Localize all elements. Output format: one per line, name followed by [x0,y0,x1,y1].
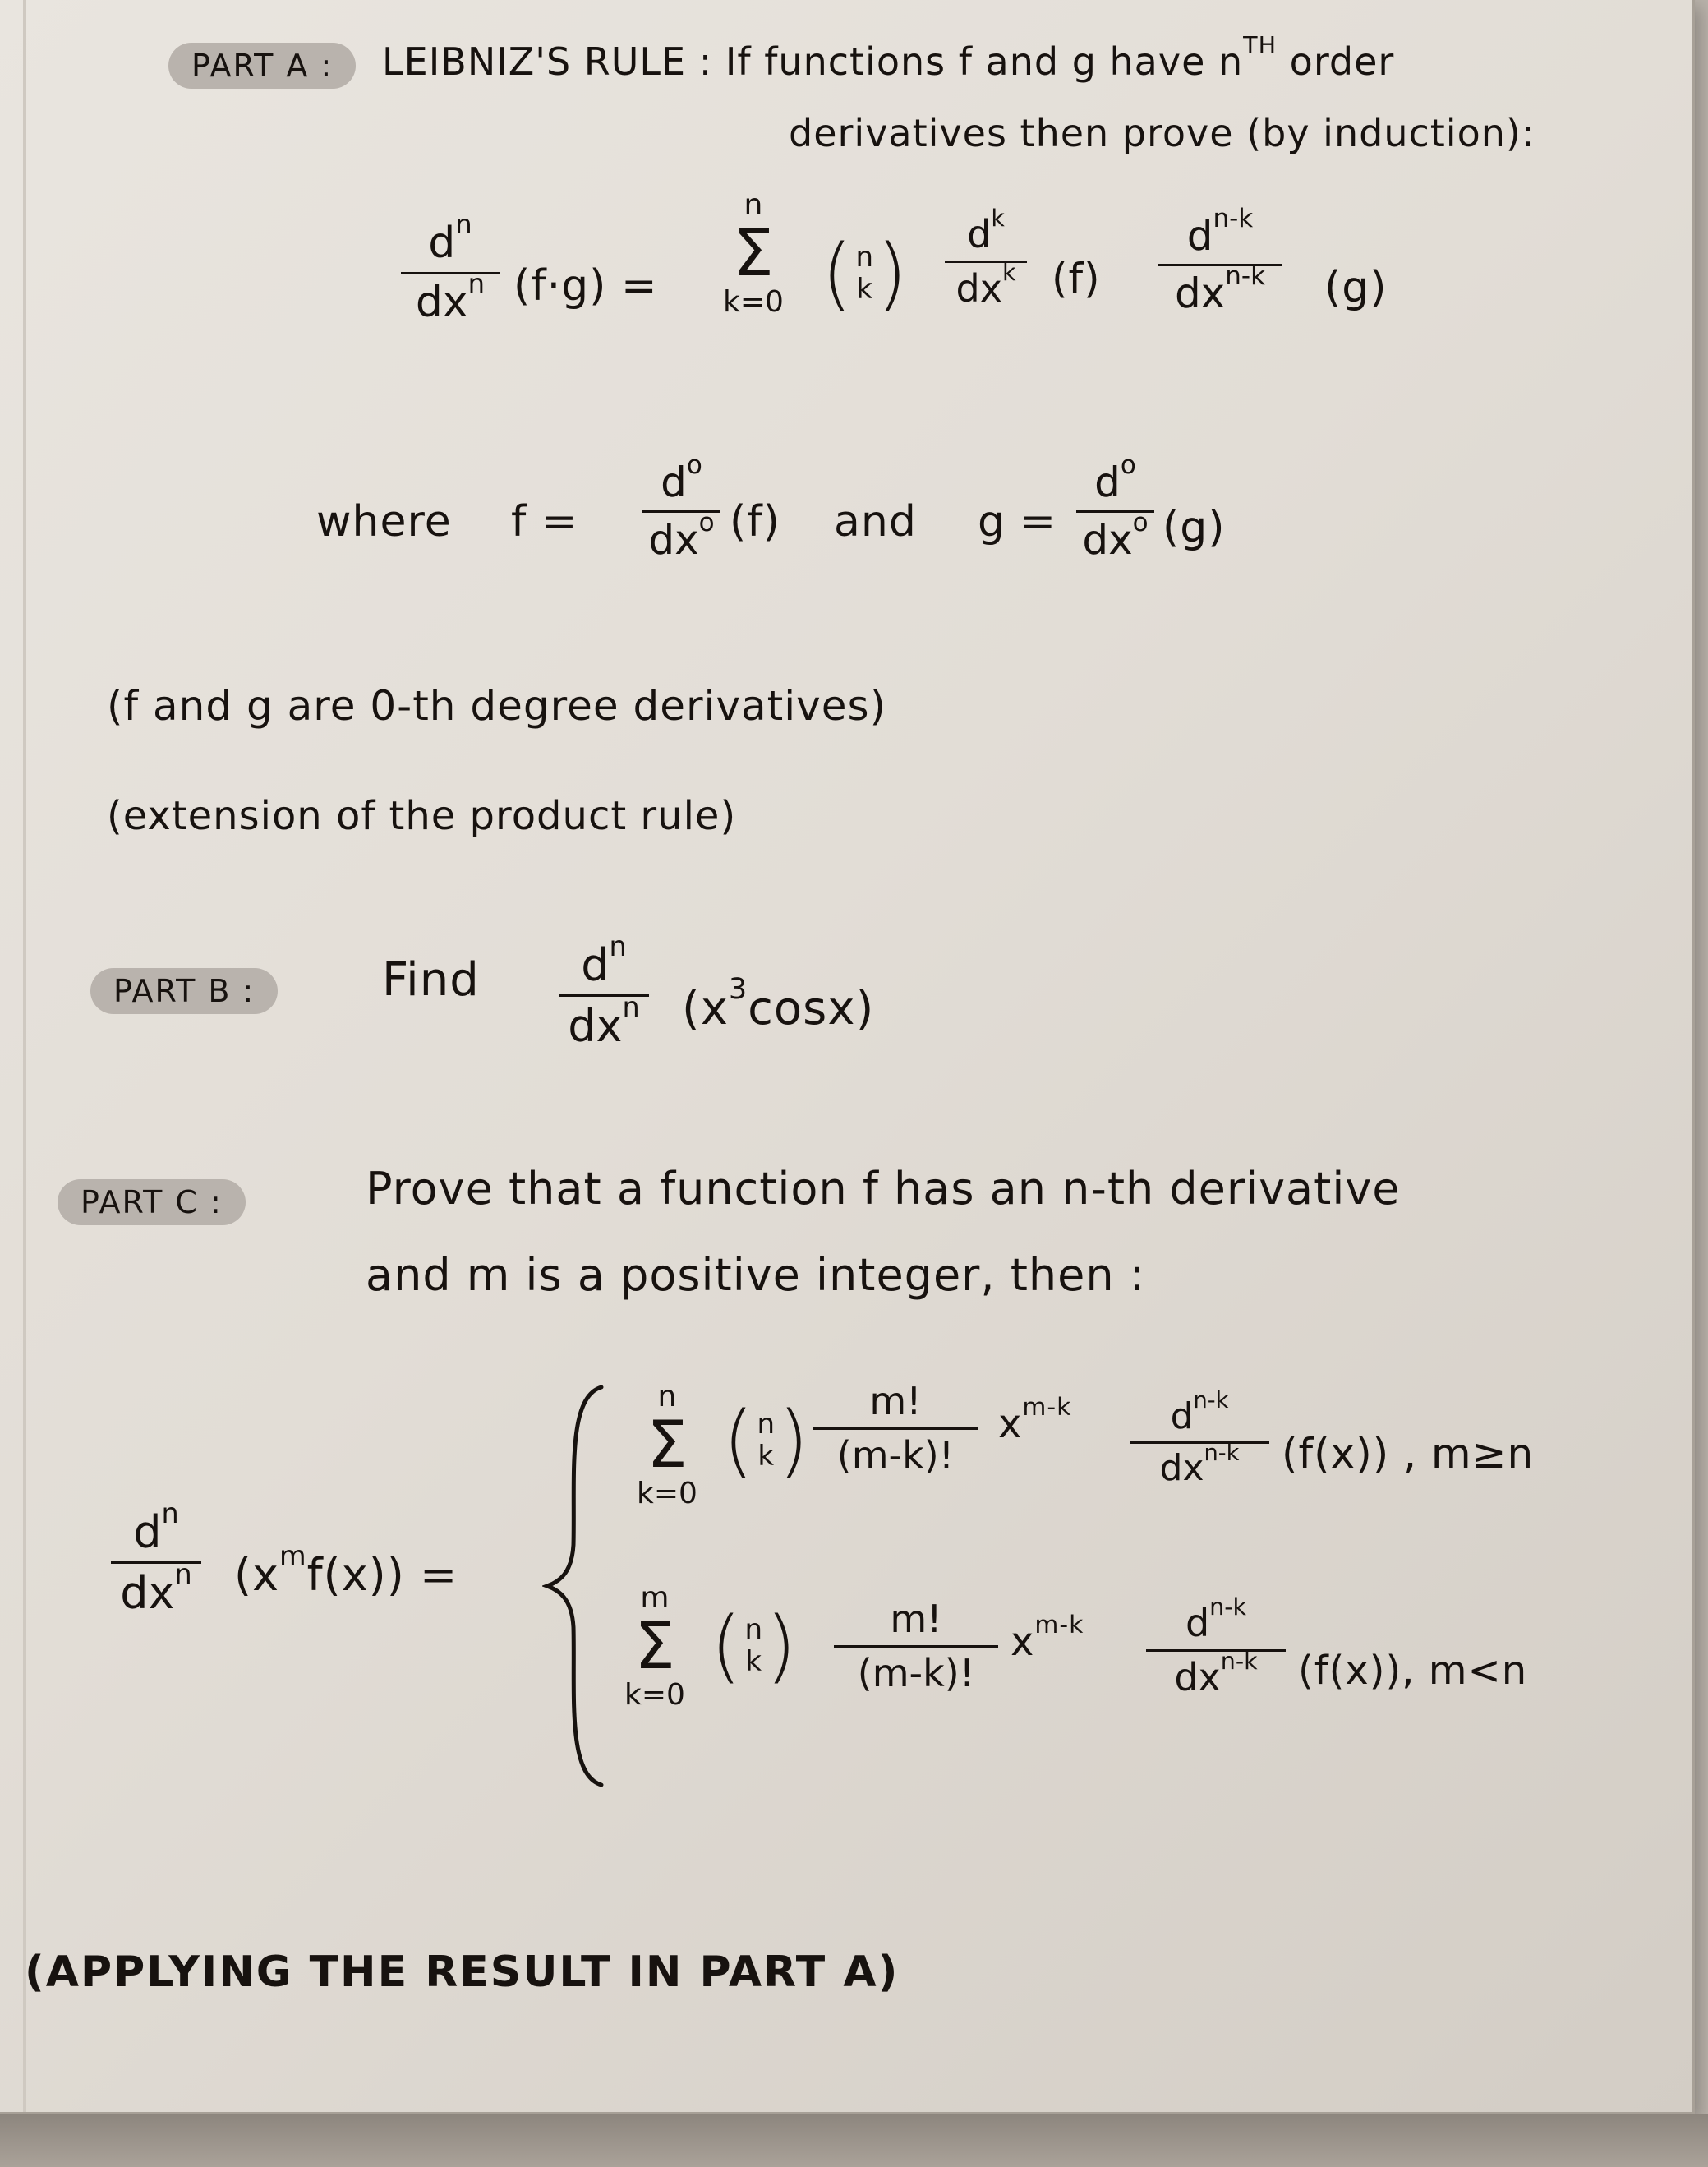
case1-d-den-exp: n-k [1204,1440,1240,1466]
part-b-derivative [559,929,649,1053]
case2-x-exp: m-k [1034,1611,1084,1640]
part-b-arg-close: cosx) [748,982,875,1035]
leibniz-d1-num-exp: k [991,205,1005,233]
part-a-intro-line2: derivatives then prove (by induction): [789,111,1535,155]
part-b-find: Find [382,953,480,1007]
case1-sum-symbol: Σ [647,1408,688,1482]
part-c-lhs-derivative [111,1496,201,1620]
leibniz-d2-num-exp: n-k [1213,204,1254,234]
where-f-eq: f = [511,497,578,546]
case2-fact-den: (m-k)! [857,1650,975,1695]
part-c-lhs-num-exp: n [161,1496,179,1529]
part-c-lhs-num: d [133,1506,162,1558]
part-b-argument [682,972,875,1035]
desk-surface [0,2114,1708,2167]
part-c-label: PART C : [58,1179,246,1225]
case2-binomial: ( n k ) [711,1600,797,1692]
leibniz-lhs-arg: (f·g) = [513,261,658,311]
where-f-den: dx [648,516,699,564]
where-f-den-exp: o [698,508,715,538]
part-b-den-exp: n [622,991,640,1024]
case1-power [998,1393,1072,1447]
part-b-den: dx [568,1000,623,1053]
case2-factorial-fraction [834,1598,998,1694]
where-f-arg: (f) [730,497,780,546]
leibniz-d2-den: dx [1174,270,1226,317]
leibniz-d2-den-exp: n-k [1225,261,1266,292]
leibniz-lhs-num: d [428,219,456,268]
case1-fact-num: m! [869,1379,922,1423]
where-g-num: d [1094,459,1121,506]
case2-binom-bottom: k [745,1645,762,1678]
leibniz-sum-symbol: Σ [733,216,774,291]
where-g-derivative [1076,450,1154,564]
case2-sum-bottom: k=0 [624,1677,685,1712]
leibniz-lhs-derivative [401,208,500,328]
where-g-num-exp: o [1120,450,1136,481]
where-f-derivative [642,450,720,564]
part-b-num-exp: n [609,929,627,962]
case1-binomial: ( n k ) [723,1395,809,1487]
part-c-footer: (APPLYING THE RESULT IN PART A) [25,1948,900,1997]
part-c-lhs-den: dx [120,1567,175,1620]
case2-sum [624,1582,685,1711]
case1-binom-top: n [757,1407,776,1441]
part-b-label: PART B : [90,968,278,1014]
where-g-arg: (g) [1162,503,1226,552]
case2-d-num-exp: n-k [1209,1593,1247,1621]
where-word: where [316,497,452,546]
leibniz-binom-top: n [855,240,874,274]
part-c-lhs-den-exp: n [174,1558,192,1591]
leibniz-d1-den: dx [955,265,1002,311]
part-a-intro-tail: order [1289,39,1395,84]
case1-arg: (f(x)) , m≥n [1282,1430,1535,1478]
case1-x-exp: m-k [1022,1393,1072,1422]
cases-brace [542,1381,608,1791]
part-a-intro-sup: TH [1243,32,1278,60]
leibniz-sum-bottom: k=0 [723,284,784,319]
part-c-lhs-arg-open: (x [234,1549,280,1601]
case2-derivative [1146,1593,1286,1699]
part-b-num: d [581,939,610,991]
part-c-lhs-arg [234,1539,458,1601]
page-margin-line [23,0,26,2112]
case1-fact-den: (m-k)! [836,1432,955,1478]
where-g-den-exp: o [1132,508,1149,538]
case2-d-num: d [1185,1601,1210,1645]
part-a-intro-text: LEIBNIZ'S RULE : If functions f and g have n [382,39,1244,84]
case1-sum-bottom: k=0 [637,1476,697,1510]
where-and: and [834,497,917,546]
part-c-line2: and m is a positive integer, then : [366,1249,1145,1301]
case2-arg: (f(x)), m<n [1298,1648,1528,1694]
leibniz-binom-bottom: k [856,273,873,306]
part-a-intro-line1 [382,32,1395,84]
case2-sum-symbol: Σ [634,1609,675,1684]
case2-d-den: dx [1174,1654,1221,1699]
leibniz-d1-num: d [967,212,992,256]
leibniz-sum [723,189,784,318]
case2-d-den-exp: n-k [1220,1647,1258,1675]
case2-x-base: x [1011,1619,1035,1665]
case1-x-base: x [998,1401,1023,1447]
part-b-arg-open: (x [682,982,729,1035]
case1-factorial-fraction [813,1381,978,1476]
case1-sum-top: n [657,1380,677,1413]
case2-binom-top: n [744,1612,763,1646]
case1-sum [637,1381,697,1510]
leibniz-binomial: ( n k ) [822,228,908,320]
case1-d-num: d [1170,1395,1194,1437]
leibniz-lhs-num-exp: n [455,208,472,240]
leibniz-sum-top: n [744,188,763,222]
part-a-label: PART A : [168,43,356,89]
part-c-lhs-arg-close: f(x)) = [306,1549,458,1601]
case2-power [1011,1611,1084,1665]
part-a-note1: (f and g are 0-th degree derivatives) [107,682,887,730]
part-a-note2: (extension of the product rule) [107,793,737,839]
leibniz-f-derivative [945,205,1027,311]
leibniz-g-derivative [1158,204,1282,317]
case1-derivative [1130,1388,1269,1490]
leibniz-d2-arg: (g) [1324,263,1388,312]
part-b-arg-exp: 3 [729,972,748,1006]
where-f-num: d [661,459,687,506]
case2-fact-num: m! [890,1597,942,1641]
leibniz-d1-den-exp: k [1001,258,1016,286]
leibniz-d2-num: d [1186,212,1213,260]
case1-binom-bottom: k [757,1440,775,1473]
where-f-num-exp: o [686,450,702,481]
case1-d-den: dx [1159,1447,1204,1490]
case2-sum-top: m [640,1581,670,1615]
leibniz-lhs-den: dx [415,278,468,328]
case1-d-num-exp: n-k [1193,1388,1229,1414]
leibniz-lhs-den-exp: n [467,268,486,300]
where-g-eq: g = [978,497,1057,546]
part-c-lhs-arg-exp: m [279,1539,307,1572]
part-c-line1: Prove that a function f has an n-th derivative [366,1163,1401,1215]
where-g-den: dx [1082,516,1133,564]
leibniz-d1-arg: (f) [1052,255,1101,302]
